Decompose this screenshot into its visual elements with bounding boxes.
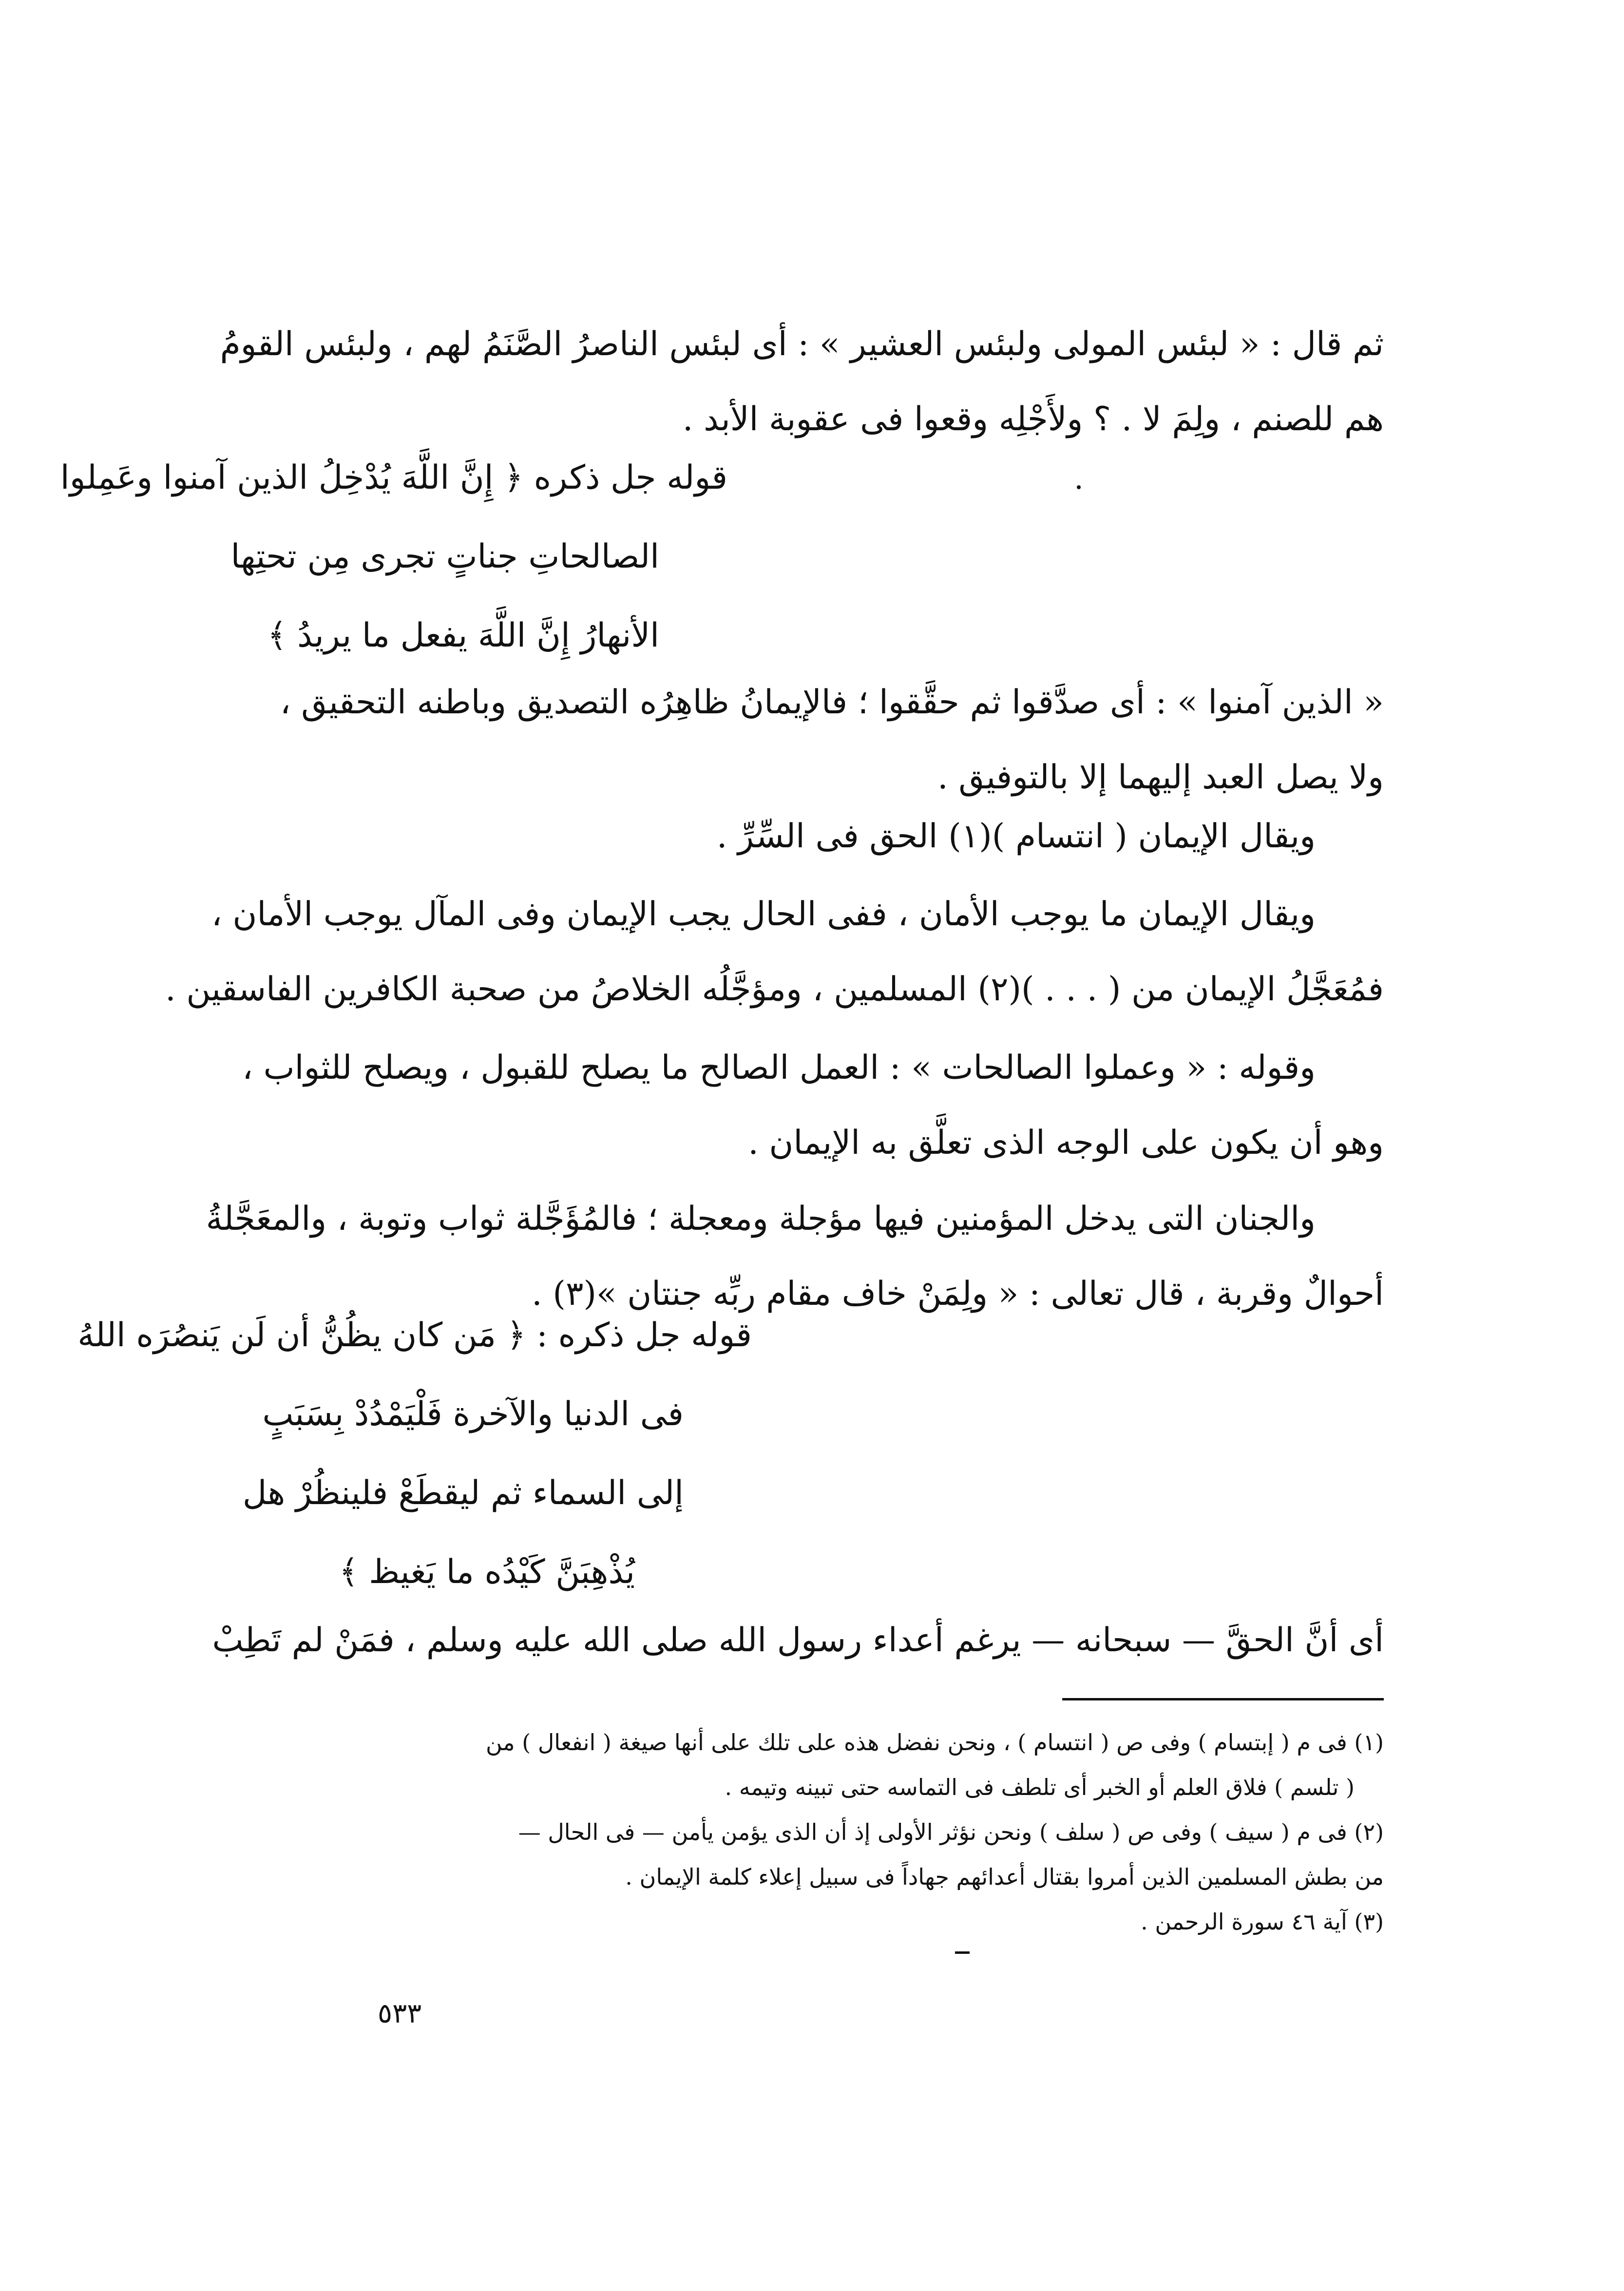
- text-line: وهو أن يكون على الوجه الذى تعلَّق به الإيمان .: [748, 1124, 1384, 1162]
- text-line: والجنان التى يدخل المؤمنين فيها مؤجلة ومعجلة ؛ فالمُؤَجَّلة ثواب وتوبة ، والمعَجَّلةُ: [206, 1200, 1316, 1238]
- footnote-line: ( تلسم ) فلاق العلم أو الخبر أى تلطف فى التماسه حتى تبينه وتيمه .: [725, 1774, 1355, 1800]
- paragraph-7: [212, 1603, 1384, 1678]
- footnotes: [312, 1720, 1384, 1944]
- footnote-line: (١) فى م ( إبتسام ) وفى ص ( انتسام ) ، ونحن نفضل هذه على تلك على أنها صيغة ( انفعال ) من: [485, 1729, 1384, 1756]
- verse-line: الأنهارُ إِنَّ اللَّهَ يفعل ما يريدُ ﴾: [267, 616, 659, 655]
- text-line: ويقال الإيمان ( انتسام )(١) الحق فى السِّرِّ .: [716, 817, 1316, 856]
- quran-verse-1: [60, 439, 727, 675]
- text-line: فمُعَجَّلُ الإيمان من ( . . . )(٢) المسلمين ، ومؤجَّلُه الخلاصُ من صحبة الكافرين الفاسقين .: [165, 970, 1384, 1009]
- verse-line: فى الدنيا والآخرة فَلْيَمْدُدْ بِسَبَبٍ: [262, 1395, 684, 1433]
- text-line: « الذين آمنوا » : أى صدَّقوا ثم حقَّقوا ؛ فالإيمانُ ظاهِرُه التصديق وباطنه التحقيق ،: [280, 683, 1384, 722]
- verse-line: الصالحاتِ جناتٍ تجرى مِن تحتِها: [230, 537, 659, 576]
- text-line: هم للصنم ، ولِمَ لا . ؟ ولأَجْلِه وقعوا فى عقوبة الأبد .: [682, 400, 1384, 439]
- text-line: ويقال الإيمان ما يوجب الأمان ، ففى الحال يجب الإيمان وفى المآل يوجب الأمان ،: [211, 895, 1316, 934]
- footnote-line: من بطش المسلمين الذين أمروا بقتال أعدائهم جهاداً فى سبيل إعلاء كلمة الإيمان .: [625, 1864, 1384, 1890]
- paragraph-4: [165, 877, 1384, 1027]
- text-line: ولا يصل العبد إليهما إلا بالتوفيق .: [937, 758, 1384, 797]
- quran-verse-2: [77, 1296, 752, 1612]
- page-number: ٥٣٣: [378, 1998, 422, 2029]
- text-line: أحوالٌ وقربة ، قال تعالى : « ولِمَنْ خاف مقام ربِّه جنتان »(٣) .: [532, 1275, 1384, 1313]
- footnote-line: (٣) آية ٤٦ سورة الرحمن .: [1141, 1909, 1384, 1935]
- footnote-separator: [1062, 1698, 1384, 1700]
- stray-mark: [1077, 485, 1081, 489]
- verse-line: قوله جل ذكره ﴿ إِنَّ اللَّهَ يُدْخِلُ الذين آمنوا وعَمِلوا: [60, 458, 727, 497]
- verse-line: قوله جل ذكره : ﴿ مَن كان يظُنُّ أن لَن يَنصُرَه اللهُ: [77, 1316, 752, 1355]
- paragraph-1: [220, 307, 1384, 457]
- paragraph-3: [312, 799, 1384, 874]
- text-line: أى أنَّ الحقَّ — سبحانه — يرغم أعداء رسول الله صلى الله عليه وسلم ، فمَنْ لم تَطِبْ: [212, 1621, 1384, 1660]
- verse-line: يُذْهِبَنَّ كَيْدُه ما يَغيظ ﴾: [339, 1553, 635, 1591]
- stray-dash: [955, 1951, 970, 1954]
- text-line: ثم قال : « لبئس المولى ولبئس العشير » : أى لبئس الناصرُ الصَّنَمُ لهم ، ولبئس القومُ: [220, 325, 1384, 363]
- paragraph-2: [280, 665, 1384, 815]
- text-line: وقوله : « وعملوا الصالحات » : العمل الصالح ما يصلح للقبول ، ويصلح للثواب ،: [242, 1049, 1316, 1087]
- verse-line: إلى السماء ثم ليقطَعْ فلينظُرْ هل: [242, 1474, 684, 1512]
- paragraph-5: [242, 1031, 1384, 1181]
- footnote-line: (٢) فى م ( سيف ) وفى ص ( سلف ) ونحن نؤثر الأولى إذ أن الذى يؤمن يأمن — فى الحال —: [518, 1819, 1384, 1845]
